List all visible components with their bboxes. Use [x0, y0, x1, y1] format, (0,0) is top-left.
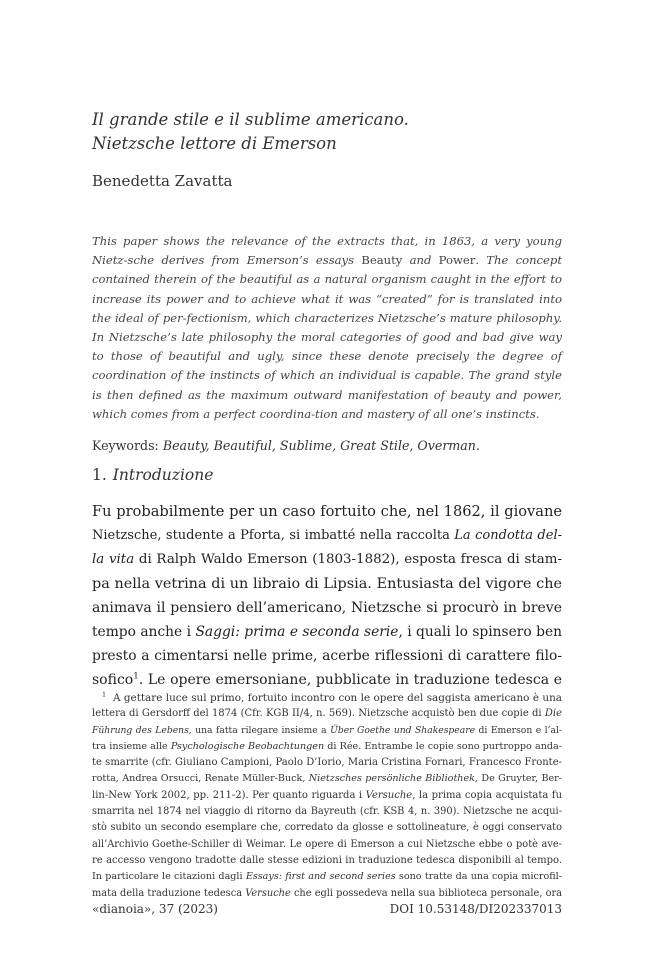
- body-text: animava il pensiero dell’americano, Nietzsche si procurò in breve: [92, 600, 562, 616]
- body-line: [92, 572, 562, 596]
- footnote-line: [92, 755, 562, 771]
- footnote-line: [92, 804, 562, 820]
- section-heading: [92, 466, 213, 484]
- section-number: 1.: [92, 466, 107, 484]
- section-title: Introduzione: [112, 466, 214, 484]
- footnote-text: all’Archivio Goethe-Schiller di Weimar. Le opere di Emerson a cui Nietzsche ebbe o potè ave-: [92, 838, 562, 850]
- footnote-text: lettera di Gersdorff del 1874 (Cfr. KGB II/4, n. 569). Nietzsche acquistò ben due copie di: [92, 708, 545, 720]
- abstract-text-2: and: [402, 253, 439, 268]
- footnote-text: , una fatta rilegare insieme a: [188, 724, 331, 736]
- footnote-text: di Emerson e l’al-: [475, 724, 562, 736]
- body-line: [92, 644, 562, 668]
- body-line: [92, 620, 562, 644]
- abstract: [92, 232, 562, 424]
- body-line: [92, 668, 562, 692]
- footnote-italic: Führung des Lebens: [92, 724, 189, 736]
- body-paragraph: [92, 500, 562, 692]
- footnote-text: In particolare le citazioni dagli: [92, 871, 246, 883]
- footnote-text: rotta, Andrea Orsucci, Renate Müller-Buck,: [92, 773, 309, 785]
- footnote-reference[interactable]: 1: [133, 671, 139, 682]
- body-text: Nietzsche, studente a Pforta, si imbatté nella raccolta: [92, 528, 455, 543]
- footnote-text: lin-New York 2002, pp. 211-2). Per quanto riguarda i: [92, 789, 366, 801]
- body-text: pa nella vetrina di un libraio di Lipsia. Entusiasta del vigore che: [92, 576, 562, 592]
- footnote-line: [92, 853, 562, 869]
- doi-link[interactable]: DOI 10.53148/DI202337013: [389, 902, 562, 916]
- author-name: Benedetta Zavatta: [92, 172, 233, 190]
- body-text: Fu probabilmente per un caso fortuito che, nel 1862, il giovane: [92, 503, 562, 520]
- footnote-italic: Versuche: [365, 789, 413, 801]
- body-line: [92, 524, 562, 548]
- footnote-mark: 1: [102, 690, 107, 699]
- footnote: [92, 690, 562, 902]
- footnote-text: re accesso vengono tradotte dalle stesse edizioni in traduzione tedesca disponibili al tempo.: [92, 854, 562, 866]
- body-line: [92, 548, 562, 572]
- body-line: [92, 500, 562, 524]
- footnote-text: di Rée. Entrambe le copie sono purtroppo anda-: [324, 740, 562, 752]
- footnote-line: [92, 739, 562, 755]
- footnote-line: [92, 820, 562, 836]
- footnote-text: sono tratte da una copia microfil-: [395, 871, 562, 883]
- keywords: [92, 438, 572, 453]
- keywords-values: Beauty, Beautiful, Sublime, Great Stile, Overman.: [162, 438, 480, 453]
- body-text: , i quali lo spinsero ben: [398, 624, 562, 640]
- footnote-text: che egli possedeva nella sua biblioteca personale, ora: [290, 887, 563, 899]
- footnote-text: stò subito un secondo esemplare che, corredato da glosse e sottolineature, è oggi conservato: [92, 822, 562, 834]
- body-text: presto a cimentarsi nelle prime, acerbe riflessioni di carattere filo-: [92, 648, 562, 664]
- footnote-italic: Psychologische Beobachtungen: [170, 740, 325, 752]
- footnote-italic: Die: [544, 708, 562, 720]
- body-text: di Ralph Waldo Emerson (1803-1882), esposta fresca di stam-: [134, 552, 562, 567]
- journal-citation: «dianoia», 37 (2023): [92, 902, 218, 916]
- footnote-text: smarrita nel 1874 nel viaggio di ritorno da Bayreuth (cfr. KSB 4, n. 390). Nietzsche ne acqui-: [92, 806, 562, 818]
- footnote-text: tra insieme alle: [92, 740, 171, 752]
- footnote-italic: Nietzsches persönliche Bibliothek,: [308, 773, 479, 785]
- book-title-italic: La condotta del-: [454, 528, 562, 543]
- footnote-text: , la prima copia acquistata fu: [412, 789, 563, 801]
- footnote-line: [92, 788, 562, 804]
- book-title-italic: Saggi: prima e seconda serie: [195, 624, 399, 640]
- footnote-line: [92, 869, 562, 885]
- title-line-1: Il grande stile e il sublime americano.: [92, 110, 409, 129]
- footnote-italic: Versuche: [245, 887, 291, 899]
- footnote-italic: Über Goethe und Shakespeare: [330, 724, 476, 736]
- keywords-label: Keywords:: [92, 438, 159, 453]
- abstract-text-1: This paper shows the relevance of the extracts that, in 1863, a very young Nietz-sche derives from Emerson’s essays: [92, 234, 562, 268]
- footnote-line: [92, 706, 562, 722]
- body-text: . Le opere emersoniane, pubblicate in traduzione tedesca e: [138, 672, 562, 688]
- body-text: tempo anche i: [92, 624, 196, 640]
- book-title-italic: la vita: [92, 552, 135, 567]
- footnote-line: [92, 886, 562, 902]
- title-line-2: Nietzsche lettore di Emerson: [92, 134, 337, 153]
- footnote-text: mata della traduzione tedesca: [92, 887, 246, 899]
- footnote-text: De Gruyter, Ber-: [478, 773, 562, 785]
- footnote-line: [92, 837, 562, 853]
- footnote-line: [92, 771, 562, 787]
- body-text: sofico: [92, 672, 134, 688]
- footnote-italic: Essays: first and second series: [245, 871, 396, 883]
- article-title: [92, 108, 572, 156]
- footnote-line: [92, 723, 562, 739]
- abstract-essay-power: Power: [438, 253, 476, 268]
- footnote-text: A gettare luce sul primo, fortuito incontro con le opere del saggista americano è una: [112, 692, 562, 704]
- abstract-text-3: . The concept contained therein of the beautiful as a natural organism caught in the effort to increase its power and to achieve what it was “created” for is translated into the ideal of per-fectionism, which characterizes Nietzsche’s mature philosophy. In Nietzsche’s late philosophy the moral categories of good and bad give way to those of beautiful and ugly, since these denote precisely the degree of coordination of the instincts of which an individual is capable. The grand style is then defined as the maximum outward manifestation of beauty and power, which comes from a perfect coordina-tion and mastery of all one’s instincts.: [92, 253, 562, 421]
- body-line: [92, 596, 562, 620]
- footnote-line: [92, 690, 562, 706]
- abstract-essay-beauty: Beauty: [361, 253, 403, 268]
- footnote-text: te smarrite (cfr. Giuliano Campioni, Paolo D’Iorio, Maria Cristina Fornari, Francesco Fronte-: [92, 757, 562, 769]
